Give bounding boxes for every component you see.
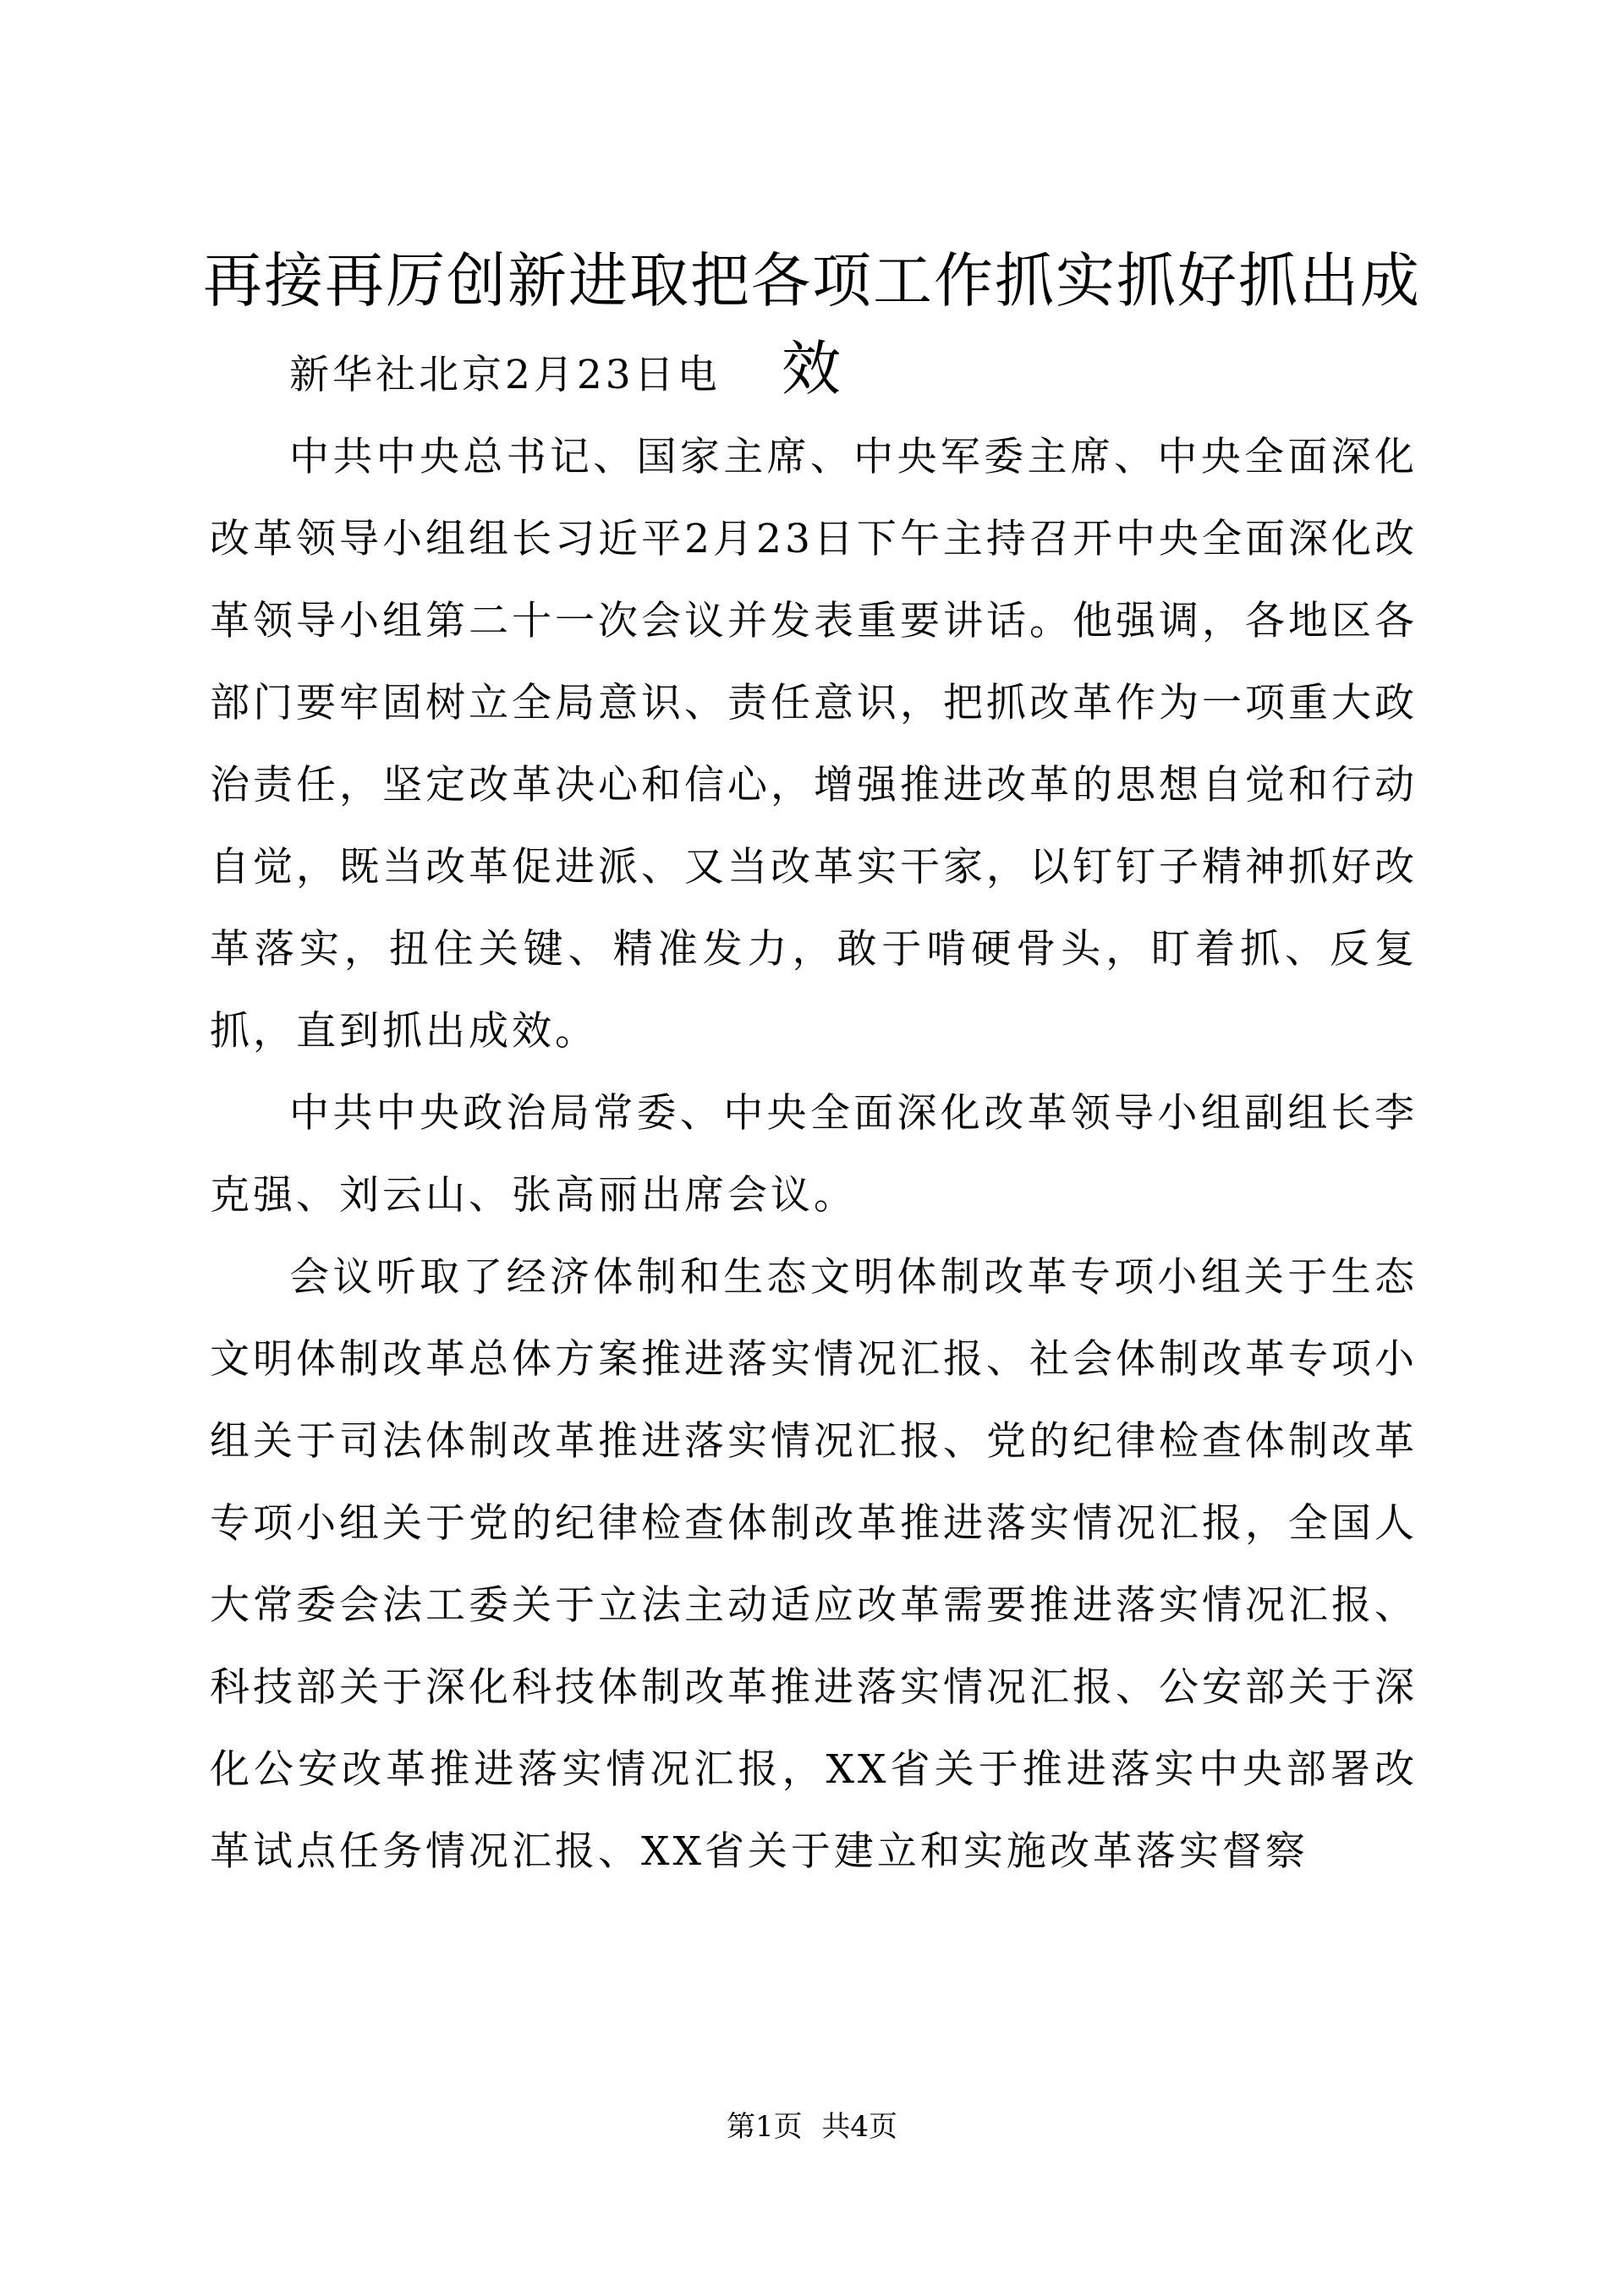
page-number: 第1页 [726,2110,803,2144]
document-body [210,334,1418,1893]
paragraph: 会议听取了经济体制和生态文明体制改革专项小组关于生态文明体制改革总体方案推进落实情况汇报、社会体制改革专项小组关于司法体制改革推进落实情况汇报、党的纪律检查体制改革专项小组关于党的纪律检查体制改革推进落实情况汇报，全国人大常委会法工委关于立法主动适应改革需要推进落实情况汇报、科技部关于深化科技体制改革推进落实情况汇报、公安部关于深化公安改革推进落实情况汇报，XX省关于推进落实中央部署改革试点任务情况汇报、XX省关于建立和实施改革落实督察 [210,1254,1418,1875]
paragraph: 中共中央政治局常委、中央全面深化改革领导小组副组长李克强、刘云山、张高丽出席会议。 [210,1090,1418,1219]
document-title: 再接再厉创新进取把各项工作抓实抓好抓出成效 [203,246,1421,403]
page-footer [0,2110,1624,2144]
paragraph-dateline: 新华社北京2月23日电 [289,352,721,398]
paragraph: 中共中央总书记、国家主席、中央军委主席、中央全面深化改革领导小组组长习近平2月23日下午主持召开中央全面深化改革领导小组第二十一次会议并发表重要讲话。他强调，各地区各部门要牢固树立全局意识、责任意识，把抓改革作为一项重大政治责任，坚定改革决心和信心，增强推进改革的思想自觉和行动自觉，既当改革促进派、又当改革实干家，以钉钉子精神抓好改革落实，扭住关键、精准发力，敢于啃硬骨头，盯着抓、反复抓，直到抓出成效。 [210,434,1418,1055]
page-total: 共4页 [821,2110,898,2144]
